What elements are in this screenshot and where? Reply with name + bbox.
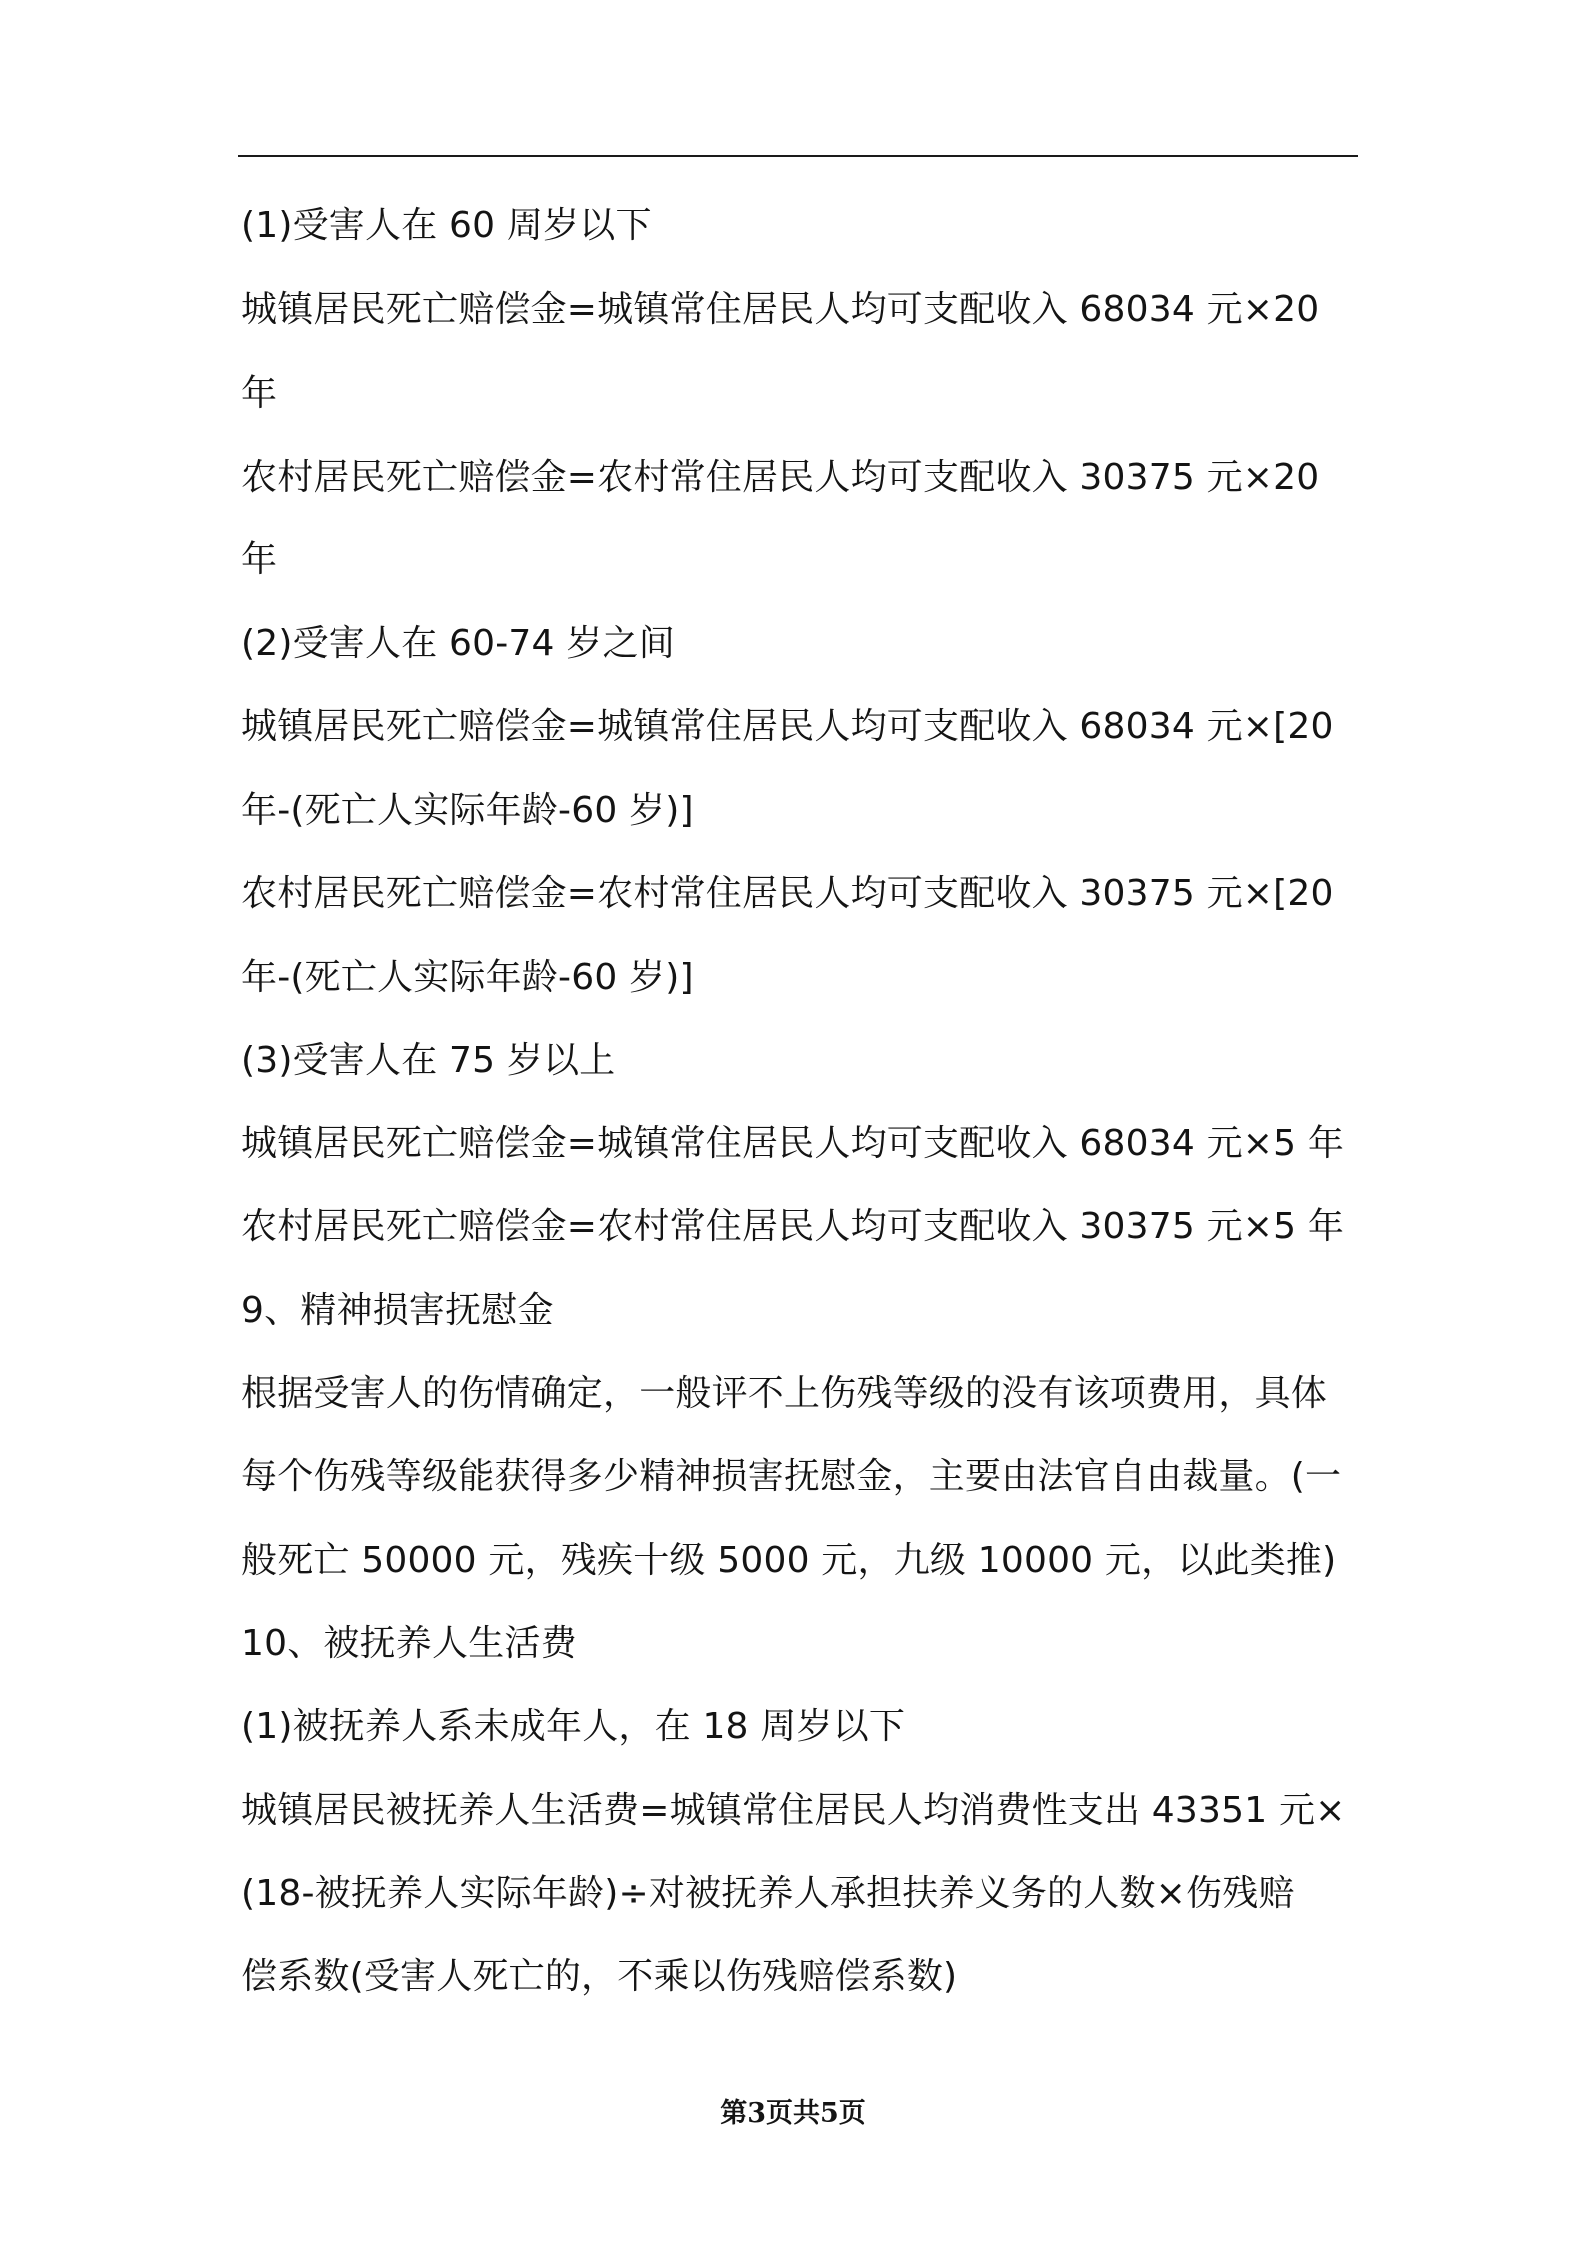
text-line: (2)受害人在 60-74 岁之间 xyxy=(241,623,675,664)
text-line: 城镇居民死亡赔偿金=城镇常住居民人均可支配收入 68034 元×20 xyxy=(241,289,1320,330)
section-heading: 10、被抚养人生活费 xyxy=(241,1623,577,1664)
header-rule xyxy=(238,155,1358,157)
section-heading: 9、精神损害抚慰金 xyxy=(241,1290,554,1331)
text-line: 农村居民死亡赔偿金=农村常住居民人均可支配收入 30375 元×5 年 xyxy=(241,1206,1345,1247)
text-line: 年-(死亡人实际年龄-60 岁)] xyxy=(241,790,694,831)
text-line: 年-(死亡人实际年龄-60 岁)] xyxy=(241,957,694,998)
text-line: (3)受害人在 75 岁以上 xyxy=(241,1040,616,1081)
text-line: 每个伤残等级能获得多少精神损害抚慰金，主要由法官自由裁量。(一 xyxy=(241,1456,1342,1497)
text-line: 年 xyxy=(241,373,278,414)
text-line: 根据受害人的伤情确定，一般评不上伤残等级的没有该项费用，具体 xyxy=(241,1373,1328,1414)
text-line: 农村居民死亡赔偿金=农村常住居民人均可支配收入 30375 元×20 xyxy=(241,457,1320,498)
text-line: (1)被抚养人系未成年人，在 18 周岁以下 xyxy=(241,1706,906,1747)
text-line: 农村居民死亡赔偿金=农村常住居民人均可支配收入 30375 元×[20 xyxy=(241,873,1334,914)
text-line: 城镇居民被抚养人生活费=城镇常住居民人均消费性支出 43351 元× xyxy=(241,1790,1346,1831)
text-line: (18-被抚养人实际年龄)÷对被抚养人承担扶养义务的人数×伤残赔 xyxy=(241,1873,1295,1914)
text-line: 偿系数(受害人死亡的，不乘以伤残赔偿系数) xyxy=(241,1956,958,1997)
text-line: (1)受害人在 60 周岁以下 xyxy=(241,205,652,246)
text-line: 年 xyxy=(241,539,278,580)
page-number: 第3页共5页 xyxy=(720,2098,866,2129)
text-line: 般死亡 50000 元，残疾十级 5000 元，九级 10000 元，以此类推) xyxy=(241,1540,1337,1581)
text-line: 城镇居民死亡赔偿金=城镇常住居民人均可支配收入 68034 元×[20 xyxy=(241,706,1334,747)
text-line: 城镇居民死亡赔偿金=城镇常住居民人均可支配收入 68034 元×5 年 xyxy=(241,1123,1345,1164)
